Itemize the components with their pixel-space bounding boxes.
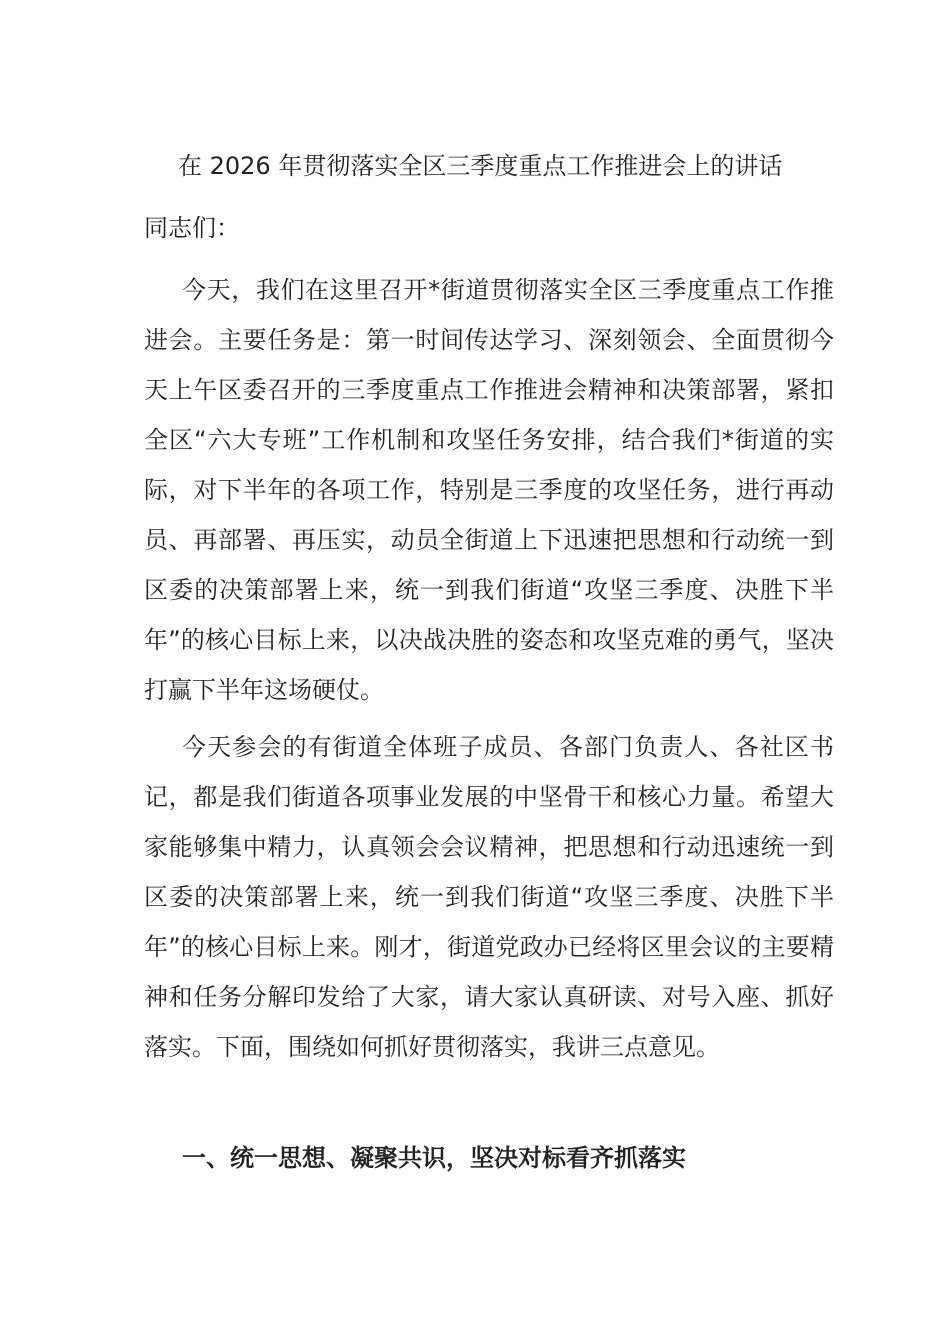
body-paragraph: 今天，我们在这里召开*街道贯彻落实全区三季度重点工作推进会。主要任务是：第一时间传达学习、深刻领会、全面贯彻今天上午区委召开的三季度重点工作推进会精神和决策部署，紧扣全区“六大专班”工作机制和攻坚任务安排，结合我们*街道的实际，对下半年的各项工作，特别是三季度的攻坚任务，进行再动员、再部署、再压实，动员全街道上下迅速把思想和行动统一到区委的决策部署上来，统一到我们街道“攻坚三季度、决胜下半年”的核心目标上来，以决战决胜的姿态和攻坚克难的勇气，坚决打赢下半年这场硬仗。 [144,276,834,704]
salutation: 同志们： [144,214,240,242]
section-heading: 一、统一思想、凝聚共识，坚决对标看齐抓落实 [182,1144,686,1172]
speech-title: 在 2026 年贯彻落实全区三季度重点工作推进会上的讲话 [178,152,783,180]
body-paragraph: 今天参会的有街道全体班子成员、各部门负责人、各社区书记，都是我们街道各项事业发展的中坚骨干和核心力量。希望大家能够集中精力，认真领会会议精神，把思想和行动迅速统一到区委的决策部署上来，统一到我们街道“攻坚三季度、决胜下半年”的核心目标上来。刚才，街道党政办已经将区里会议的主要精神和任务分解印发给了大家，请大家认真研读、对号入座、抓好落实。下面，围绕如何抓好贯彻落实，我讲三点意见。 [144,733,834,1061]
